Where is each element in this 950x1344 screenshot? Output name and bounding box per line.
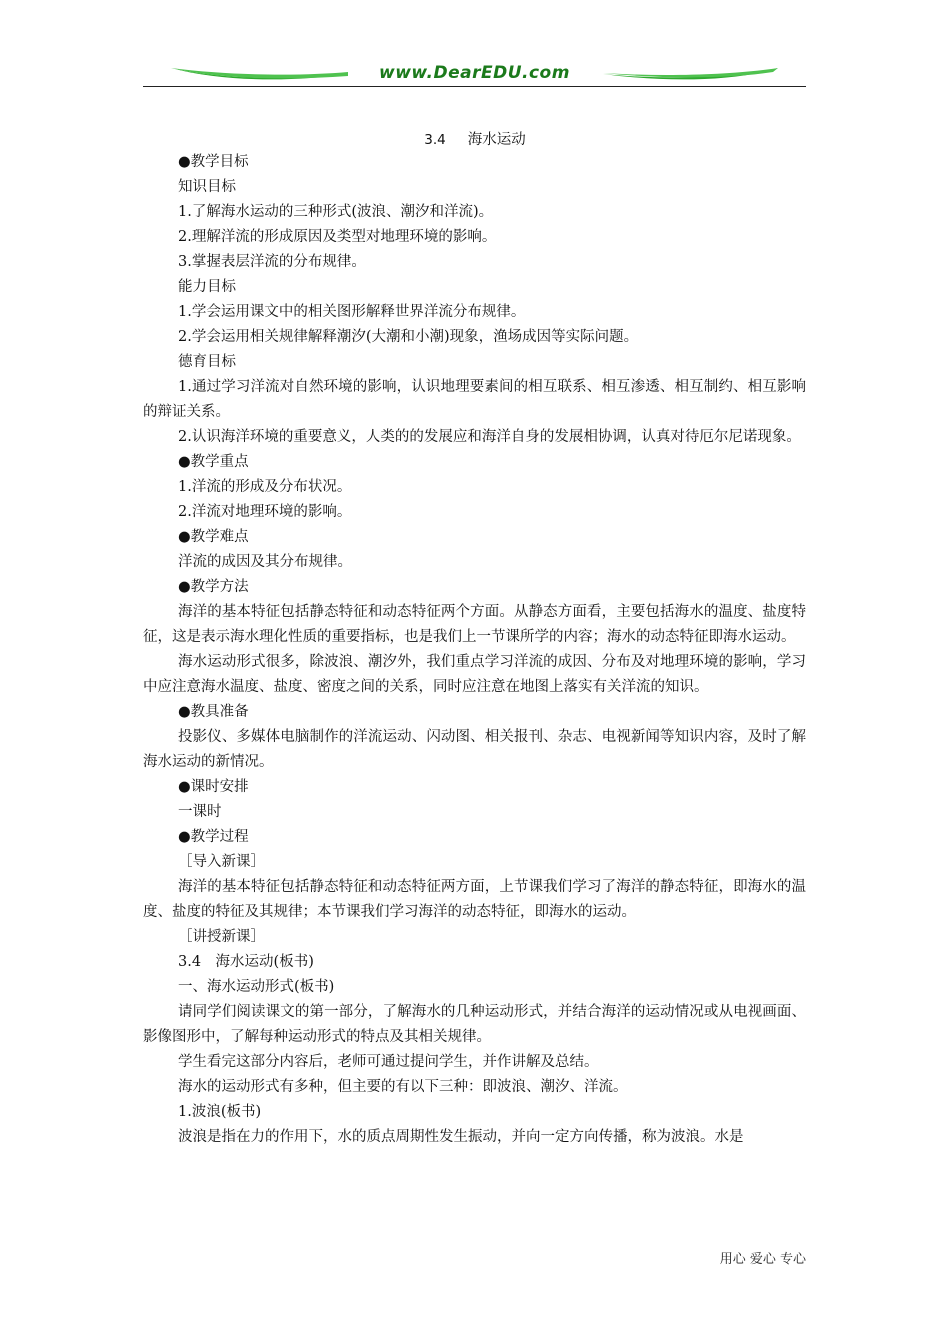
paragraph: 1.洋流的形成及分布状况。	[178, 479, 352, 495]
paragraph: 海洋的基本特征包括静态特征和动态特征两个方面。从静态方面看，主要包括海水的温度、盐度特征，这是表示海水理化性质的重要指标，也是我们上一节课所学的内容；海水的动态特征即海水运动。	[143, 604, 806, 645]
paragraph: 德育目标	[178, 354, 236, 370]
page-footer: 用心 爱心 专心	[719, 1252, 806, 1267]
section-title: 海水运动	[467, 132, 526, 148]
paragraph: ●教学重点	[178, 454, 249, 470]
header-rule	[143, 86, 806, 87]
paragraph: 海水运动形式很多，除波浪、潮汐外，我们重点学习洋流的成因、分布及对地理环境的影响，学习中应注意海水温度、盐度、密度之间的关系，同时应注意在地图上落实有关洋流的知识。	[143, 654, 806, 695]
paragraph: 2.认识海洋环境的重要意义，人类的的发展应和海洋自身的发展相协调，认真对待厄尔尼诺现象。	[178, 429, 801, 445]
paragraph: 2.学会运用相关规律解释潮汐(大潮和小潮)现象，渔场成因等实际问题。	[178, 329, 639, 345]
paragraph: ●教学难点	[178, 529, 249, 545]
paragraph: 一课时	[178, 804, 222, 820]
page-header	[143, 60, 806, 90]
paragraph: 3.4 海水运动(板书)	[178, 954, 314, 970]
paragraph: ●教学方法	[178, 579, 249, 595]
paragraph: ●课时安排	[178, 779, 249, 795]
paragraph: 知识目标	[178, 179, 236, 195]
paragraph: 学生看完这部分内容后，老师可通过提问学生，并作讲解及总结。	[178, 1054, 599, 1070]
paragraph: ●教学目标	[178, 154, 249, 170]
paragraph: 1.学会运用课文中的相关图形解释世界洋流分布规律。	[178, 304, 526, 320]
paragraph: 投影仪、多媒体电脑制作的洋流运动、闪动图、相关报刊、杂志、电视新闻等知识内容，及时了解海水运动的新情况。	[143, 729, 806, 770]
paragraph: ［讲授新课］	[178, 929, 265, 945]
paragraph: 1.通过学习洋流对自然环境的影响，认识地理要素间的相互联系、相互渗透、相互制约、相互影响的辩证关系。	[143, 379, 806, 420]
paragraph: 海水的运动形式有多种，但主要的有以下三种：即波浪、潮汐、洋流。	[178, 1079, 628, 1095]
paragraph: 海洋的基本特征包括静态特征和动态特征两方面，上节课我们学习了海洋的静态特征，即海水的温度、盐度的特征及其规律；本节课我们学习海洋的动态特征，即海水的运动。	[143, 879, 806, 920]
paragraph: 能力目标	[178, 279, 236, 295]
paragraph: 1.了解海水运动的三种形式(波浪、潮汐和洋流)。	[178, 204, 494, 220]
document-body	[143, 150, 806, 1150]
paragraph: 洋流的成因及其分布规律。	[178, 554, 352, 570]
section-number: 3.4	[424, 132, 446, 148]
page-title	[0, 128, 950, 149]
paragraph: ●教学过程	[178, 829, 249, 845]
paragraph: 2.洋流对地理环境的影响。	[178, 504, 352, 520]
site-logo-text[interactable]: www.DearEDU.com	[379, 63, 570, 83]
paragraph: ●教具准备	[178, 704, 249, 720]
paragraph: 1.波浪(板书)	[178, 1104, 262, 1120]
paragraph: 请同学们阅读课文的第一部分，了解海水的几种运动形式，并结合海洋的运动情况或从电视画面、影像图形中，了解每种运动形式的特点及其相关规律。	[143, 1004, 806, 1045]
paragraph: 一、海水运动形式(板书)	[178, 979, 335, 995]
paragraph: 2.理解洋流的形成原因及类型对地理环境的影响。	[178, 229, 497, 245]
paragraph: 波浪是指在力的作用下，水的质点周期性发生振动，并向一定方向传播，称为波浪。水是	[178, 1129, 744, 1145]
paragraph: ［导入新课］	[178, 854, 265, 870]
paragraph: 3.掌握表层洋流的分布规律。	[178, 254, 366, 270]
